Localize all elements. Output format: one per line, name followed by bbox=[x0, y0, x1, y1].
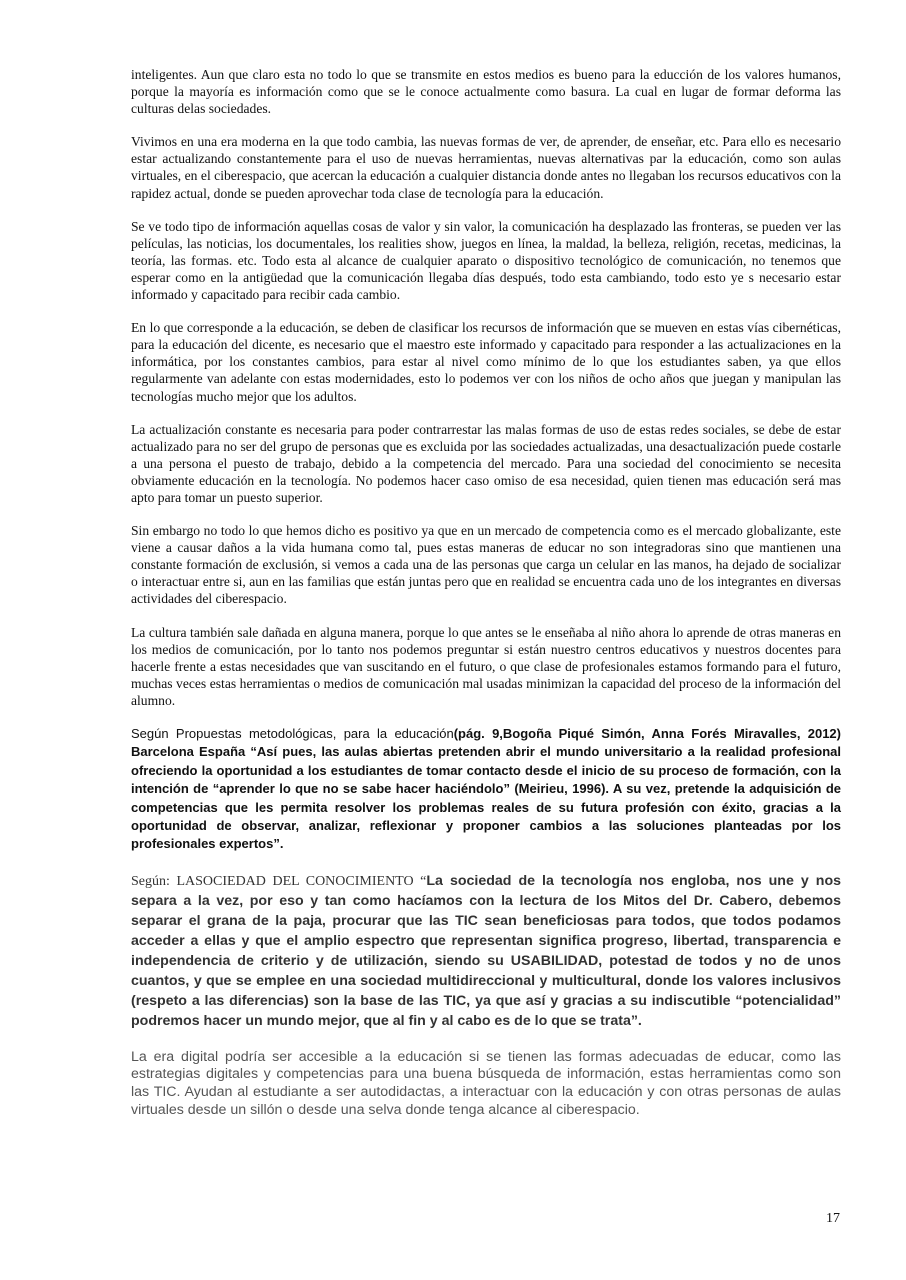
society-quote-paragraph bbox=[131, 871, 841, 1031]
citation-quote: (pág. 9,Bogoña Piqué Simón, Anna Forés Miravalles, 2012) Barcelona España “Así pues, las aulas abiertas pretenden abrir el mundo universitario a la realidad profesional ofreciendo la oportunidad a los estudiantes de tomar contacto desde el inicio de su proceso de formación, con la intención de “aprender lo que no se sabe hacer haciéndolo” (Meirieu, 1996). A su vez, pretende la adquisición de competencias que les permita resolver los problemas reales de su futura profesión con éxito, gracias a la oportunidad de observar, analizar, reflexionar y proponer cambios a las soluciones planteadas por los profesionales expertos”. bbox=[131, 726, 841, 852]
citation-lead: Según Propuestas metodológicas, para la educación bbox=[131, 726, 454, 741]
paragraph-information-types: Se ve todo tipo de información aquellas cosas de valor y sin valor, la comunicación ha desplazado las fronteras, se pueden ver las películas, las noticias, los documentales, los realities show, juegos en línea, la maldad, la belleza, religión, recetas, medicinas, la teoría, las formas. etc. Todo esta al alcance de cualquier aparato o dispositivo tecnológico de comunicación, no tenemos que esperar como en la antigüedad que la comunicación llegaba días después, todo esta cambiando, todo esto ye s necesario estar informado y capacitado para recibir cada cambio. bbox=[131, 218, 841, 303]
paragraph-modern-era: Vivimos en una era moderna en la que todo cambia, las nuevas formas de ver, de aprender, de enseñar, etc. Para ello es necesario estar actualizando constantemente para el uso de nuevas herramientas, nuevas alternativas par la educación, como son aulas virtuales, en el ciberespacio, que acercan la educación a cualquier distancia donde antes no llegaban los recursos educativos con la rapidez actual, donde se pueden aprovechar toda clase de tecnología para la educación. bbox=[131, 134, 841, 201]
paragraph-constant-update: La actualización constante es necesaria para poder contrarrestar las malas formas de uso de estas redes sociales, se debe de estar actualizado para no ser del grupo de personas que es excluida por las sociedades actualizadas, una desactualización puede costarle a una persona el puesto de trabajo, debido a la competencia del mercado. Para una sociedad del conocimiento se necesita obviamente educación en la tecnología. No podemos hacer caso omiso de esa necesidad, quien tienen mas educación será mas apto para tomar un puesto superior. bbox=[131, 421, 841, 505]
paragraph-values-media: inteligentes. Aun que claro esta no todo lo que se transmite en estos medios es bueno para la educción de los valores humanos, porque la mayoría es información como que se le conoce actualmente como basura. La cual en lugar de formar deforma las culturas delas sociedades. bbox=[131, 67, 841, 117]
citation-paragraph bbox=[131, 725, 841, 854]
page-number: 17 bbox=[826, 1211, 840, 1226]
society-quote-text: La sociedad de la tecnología nos engloba, nos une y nos separa a la vez, por eso y tan como hacíamos con la lectura de los Mitos del Dr. Cabero, debemos separar el grana de la paja, procurar que las TIC sean beneficiosas para todos, que todos podamos acceder a ellas y que el amplio espectro que representan significa progreso, libertad, transparencia e independencia de criterio y de utilización, siendo su USABILIDAD, potestad de todos y no de unos cuantos, y que se emplee en una sociedad multidireccional y multicultural, donde los valores inclusivos (respeto a las diferencias) son la base de las TIC, ya que así y gracias a su indiscutible “potencialidad” podremos hacer un mundo mejor, que al fin y al cabo es de lo que se trata”. bbox=[131, 872, 841, 1029]
paragraph-culture-damaged: La cultura también sale dañada en alguna manera, porque lo que antes se le enseñaba al niño ahora lo aprende de otras maneras en los medios de comunicación, por lo tanto nos podemos preguntar si están nuestro centros educativos y nuestros docentes para hacerle frente a estas necesidades que van suscitando en el futuro, o que clase de profesionales estamos formando para el futuro, muchas veces estas herramientas o medios de comunicación mal usadas minimizan la capacidad del proceso de la información del alumno. bbox=[131, 624, 841, 708]
document-page bbox=[131, 66, 841, 1119]
paragraph-education-resources: En lo que corresponde a la educación, se deben de clasificar los recursos de información que se mueven en estas vías cibernéticas, para la educación del dicente, es necesario que el maestro este informado y capacitado para responder a las actualizaciones en la informática, por los constantes cambios, para estar al nivel como mínimo de lo que los estudiantes saben, ya que ellos regularmente van adelante con estas modernidades, esto lo podemos ver con los niños de ocho años que juegan y manipulan las tecnologías mucho mejor que los adultos. bbox=[131, 320, 841, 404]
society-quote-lead: Según: LASOCIEDAD DEL CONOCIMIENTO “ bbox=[131, 873, 427, 889]
paragraph-not-positive: Sin embargo no todo lo que hemos dicho es positivo ya que en un mercado de competencia como es el mercado globalizante, este viene a causar daños a la vida humana como tal, pues estas maneras de educar no son integradoras sino que mantienen una constante formación de exclusión, si vemos a cada una de las personas que carga un celular en las manos, ha dejado de socializar o interactuar entre si, aun en las familias que están juntas pero que en realidad se encuentra cada uno de los integrantes en diversas actividades del ciberespacio. bbox=[131, 523, 841, 607]
closing-paragraph: La era digital podría ser accesible a la educación si se tienen las formas adecuadas de educar, como las estrategias digitales y competencias para una buena búsqueda de información, estas herramientas como son las TIC. Ayudan al estudiante a ser autodidactas, a interactuar con la educación y con otras personas de aulas virtuales desde un sillón o desde una selva donde tenga alcance al ciberespacio. bbox=[131, 1048, 841, 1118]
